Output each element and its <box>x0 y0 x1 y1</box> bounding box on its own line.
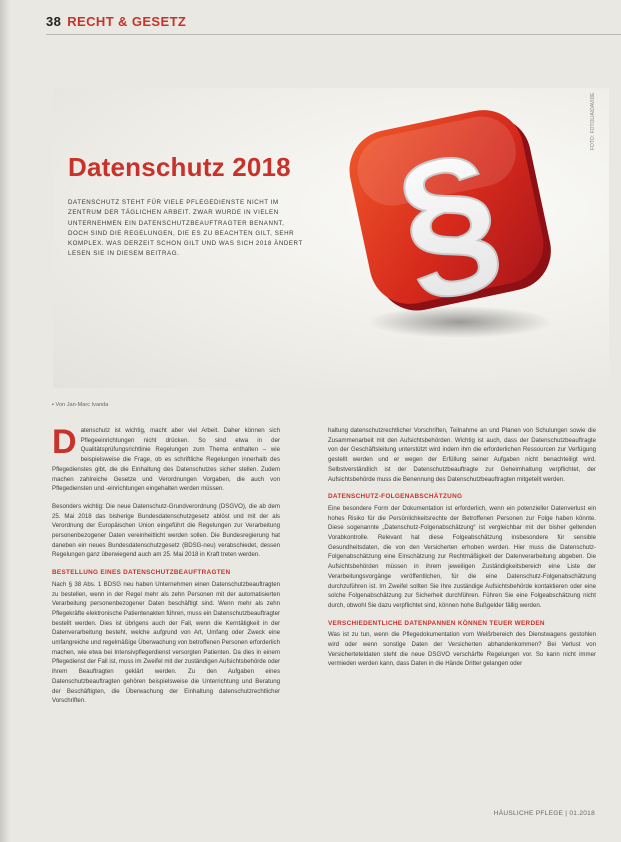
header-rule <box>46 34 621 35</box>
body-paragraph: haltung datenschutzrechtlicher Vorschriften, Teilnahme an und Planen von Schulungen sowie die Zusammenarbeit mit den Aufsichtsbehörden. Wichtig ist auch, dass der Datenschutzbeauftragte von der Geschäftsleitung unterstützt wird indem ihm die erforderlichen Ressourcen zur Verfügung gestellt werden und er wegen der Erfüllung seiner Aufgaben nicht benachteiligt wird. Selbstverständlich ist der Datenschutzbeauftragte zur Geheimhaltung verpflichtet, der Aufsichtsbehörde muss die Benennung des Datenschutzbeauftragten mitgeteilt werden. <box>328 427 596 483</box>
subheading: DATENSCHUTZ-FOLGENABSCHÄTZUNG <box>328 493 463 501</box>
body-paragraph: Was ist zu tun, wenn die Pflegedokumentation vom Weißrbereich des Dienstwagens gestohlen wird oder wenn sonstige Daten der Versicherten abhandenkommen? Bei Verlust von Versicherteteldaten steht die neue DSGVO verschärfte Regelungen vor. So kann nicht immer vermieden werden kann, dass Daten in die Hände Dritter gelangen oder <box>328 631 596 668</box>
photo-credit: FOTO: FOTOLIA/DAVIDE <box>590 92 596 150</box>
body-paragraph <box>52 423 280 494</box>
subheading: BESTELLUNG EINES DATENSCHUTZBEAUFTRAGTEN <box>52 569 231 577</box>
page-footer: HÄUSLICHE PFLEGE | 01.2018 <box>493 810 595 817</box>
body-paragraph: Besonders wichtig: Die neue Datenschutz-Grundverordnung (DSGVO), die ab dem 25. Mai 2018 das bisherige Bundesdatenschutzgesetz ablöst und mit der als Verordnung der Europäischen Union eingeführt die Regelungen zur Verarbeitung personenbezogener Daten vereinheitlicht werden sollen. Die Bundesregierung hat daneben ein neues Bundesdatenschutzgesetz (BDSG-neu) verabschiedet, dessen Regelungen ganz überwiegend auch am 25. Mai 2018 in Kraft treten werden. <box>52 502 280 559</box>
body-paragraph: Nach § 38 Abs. 1 BDSG neu haben Unternehmen einen Datenschutzbeauftragten zu bestellen, wenn in der Regel mehr als zehn Personen mit der automatisierten Verarbeitung personenbezogener Daten beschäftigt sind. Wenn mehr als zehn Pflegekräfte elektronische Patientenakten führen, muss ein Datenschutzbeauftragter bestellt werden. Dies ist übrigens auch der Fall, wenn die Kerntätigkeit in der Datenverarbeitung besteht, welche aufgrund von Art, Umfang oder Zweck eine umfangreiche und regelmäßige Überwachung von betroffenen Personen erforderlich machen, wie etwa bei Intensivpflegerdienst versorgten Patienten. Da dies in einem Pflegedienst der Fall ist, muss im Zweifel mit der zuständigen Aufsichtsbehörde oder ihrem Beauftragten geklärt werden. Zu den Aufgaben eines Datenschutzbeauftragten gehören beispielsweise die Unterrichtung und Beratung der Beschäftigten, die Überwachung der Einhaltung datenschutzrechtlicher Vorschriften. <box>52 580 280 705</box>
svg-text:§: § <box>382 115 515 322</box>
body-column-right <box>328 426 596 677</box>
article-title: Datenschutz 2018 <box>68 152 291 182</box>
body-column-left <box>52 423 280 714</box>
page-header <box>46 14 186 29</box>
drop-cap: D <box>52 423 77 461</box>
body-paragraph: Eine besondere Form der Dokumentation ist erforderlich, wenn ein potenzieller Datenverlust ein hohes Risiko für die Persönlichkeitsrechte der Betroffenen Personen zur Folge haben könnte. Diese sogenannte „Datenschutz-Folgenabschätzung“ ist vergleichbar mit der bisher geltenden Vorabkontrolle. Relevant hat diese Folgeabschätzung insbesondere für sensible Gesundheitsdaten, die von den Versicherten erhoben werden. Hier muss die Datenschutz-Folgenabschätzung eine Einschätzung zur Rechtmäßigkeit der Datenverarbeitung abgeben. Die Aufsichtsbehörden müssen in ihrem jeweiligen Zuständigkeitsbereich eine Liste der Verarbeitungsvorgänge veröffentlichen, für die eine Datenschutz-Folgenabschätzung durchzuführen ist. Im Zweifel sollten Sie Ihre zuständige Aufsichtsbehörde kontaktieren oder eine solche Folgenabschätzung zur Sicherheit durchführen. Führen Sie eine Folgeabschätzung nicht durch, obwohl Sie dazu verpflichtet sind, können hohe Bußgelder fällig werden. <box>328 504 596 609</box>
subheading: VERSCHIEDENTLICHE DATENPANNEN KÖNNEN TEUER WERDEN <box>328 619 545 627</box>
page-number: 38 <box>46 14 62 29</box>
paragraph-text: atenschutz ist wichtig, macht aber viel Arbeit. Daher können sich Pflegeeinrichtungen nicht drücken. So sind etwa in der Qualitätsprüfungsrichtlinie Regelungen zum Thema enthalten – wie beispielsweise die Frage, ob es schriftliche Regelungen innerhalb des Pflegedienstes gibt, die die Einhaltung des Datenschutzes sicher stellen. Zudem machen zahlreiche Gesetze und Verordnungen Vorgaben, die auch von Pflegediensten und -einrichtungen eingehalten werden müssen. <box>52 427 280 493</box>
scan-edge-shadow <box>0 0 10 842</box>
section-label: RECHT & GESETZ <box>67 14 187 29</box>
article-lead: DATENSCHUTZ STEHT FÜR VIELE PFLEGEDIENSTE NICHT IM ZENTRUM DER TÄGLICHEN ARBEIT. ZWAR WURDE IN VIELEN UNTERNEHMEN EIN DATENSCHUTZBEAUFTRAGTER BENANNT, DOCH SIND DIE REGELUNGEN, DIE ES ZU BEACHTEN GILT, SEHR KOMPLEX. WAS DERZEIT SCHON GILT UND WAS SICH 2018 ÄNDERT LESEN SIE IN DIESEM BEITRAG. <box>68 199 303 258</box>
article-author: ▪ Von Jan-Marc Ivanda <box>52 402 109 408</box>
paragraph-sign-icon <box>342 104 562 344</box>
